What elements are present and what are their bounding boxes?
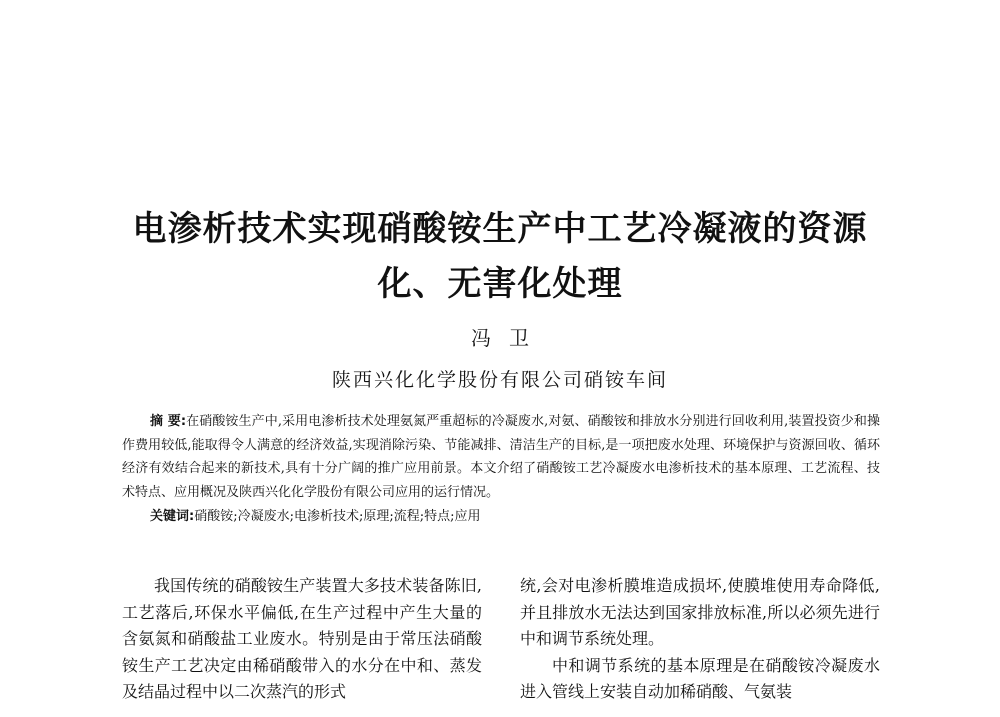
author-name: 冯卫 [471,326,547,350]
body-paragraph: 统,会对电渗析膜堆造成损坏,使膜堆使用寿命降低,并且排放水无法达到国家排放标准,所以必须先进行中和调节系统处理。 [520,576,880,648]
body-column-right [520,573,880,706]
abstract-label: 摘 要: [150,414,187,429]
title-line-1: 电渗析技术实现硝酸铵生产中工艺冷凝液的资源 [132,209,868,249]
keywords-label: 关键词: [150,509,195,524]
abstract [122,410,880,504]
title-line-2: 化、无害化处理 [377,264,623,304]
body-column-left [122,573,482,706]
keywords [150,505,890,528]
body-paragraph: 中和调节系统的基本原理是在硝酸铵冷凝废水进入管线上安装自动加稀硝酸、气氨装 [520,655,880,701]
keywords-text: 硝酸铵;冷凝废水;电渗析技术;原理;流程;特点;应用 [194,509,481,524]
body-paragraph: 我国传统的硝酸铵生产装置大多技术装备陈旧,工艺落后,环保水平偏低,在生产过程中产生大量的含氨氮和硝酸盐工业废水。特别是由于常压法硝酸铵生产工艺决定由稀硝酸带入的水分在中和、蒸发及结晶过程中以二次蒸汽的形式 [122,576,482,701]
abstract-text: 在硝酸铵生产中,采用电渗析技术处理氨氮严重超标的冷凝废水,对氨、硝酸铵和排放水分别进行回收利用,装置投资少和操作费用较低,能取得令人满意的经济效益,实现消除污染、节能减排、清洁生产的目标,是一项把废水处理、环境保护与资源回收、循环经济有效结合起来的新技术,具有十分广阔的推广应用前景。本文介绍了硝酸铵工艺冷凝废水电渗析技术的基本原理、工艺流程、技术特点、应用概况及陕西兴化化学股份有限公司应用的运行情况。 [122,414,880,500]
author-affiliation: 陕西兴化化学股份有限公司硝铵车间 [331,369,668,391]
